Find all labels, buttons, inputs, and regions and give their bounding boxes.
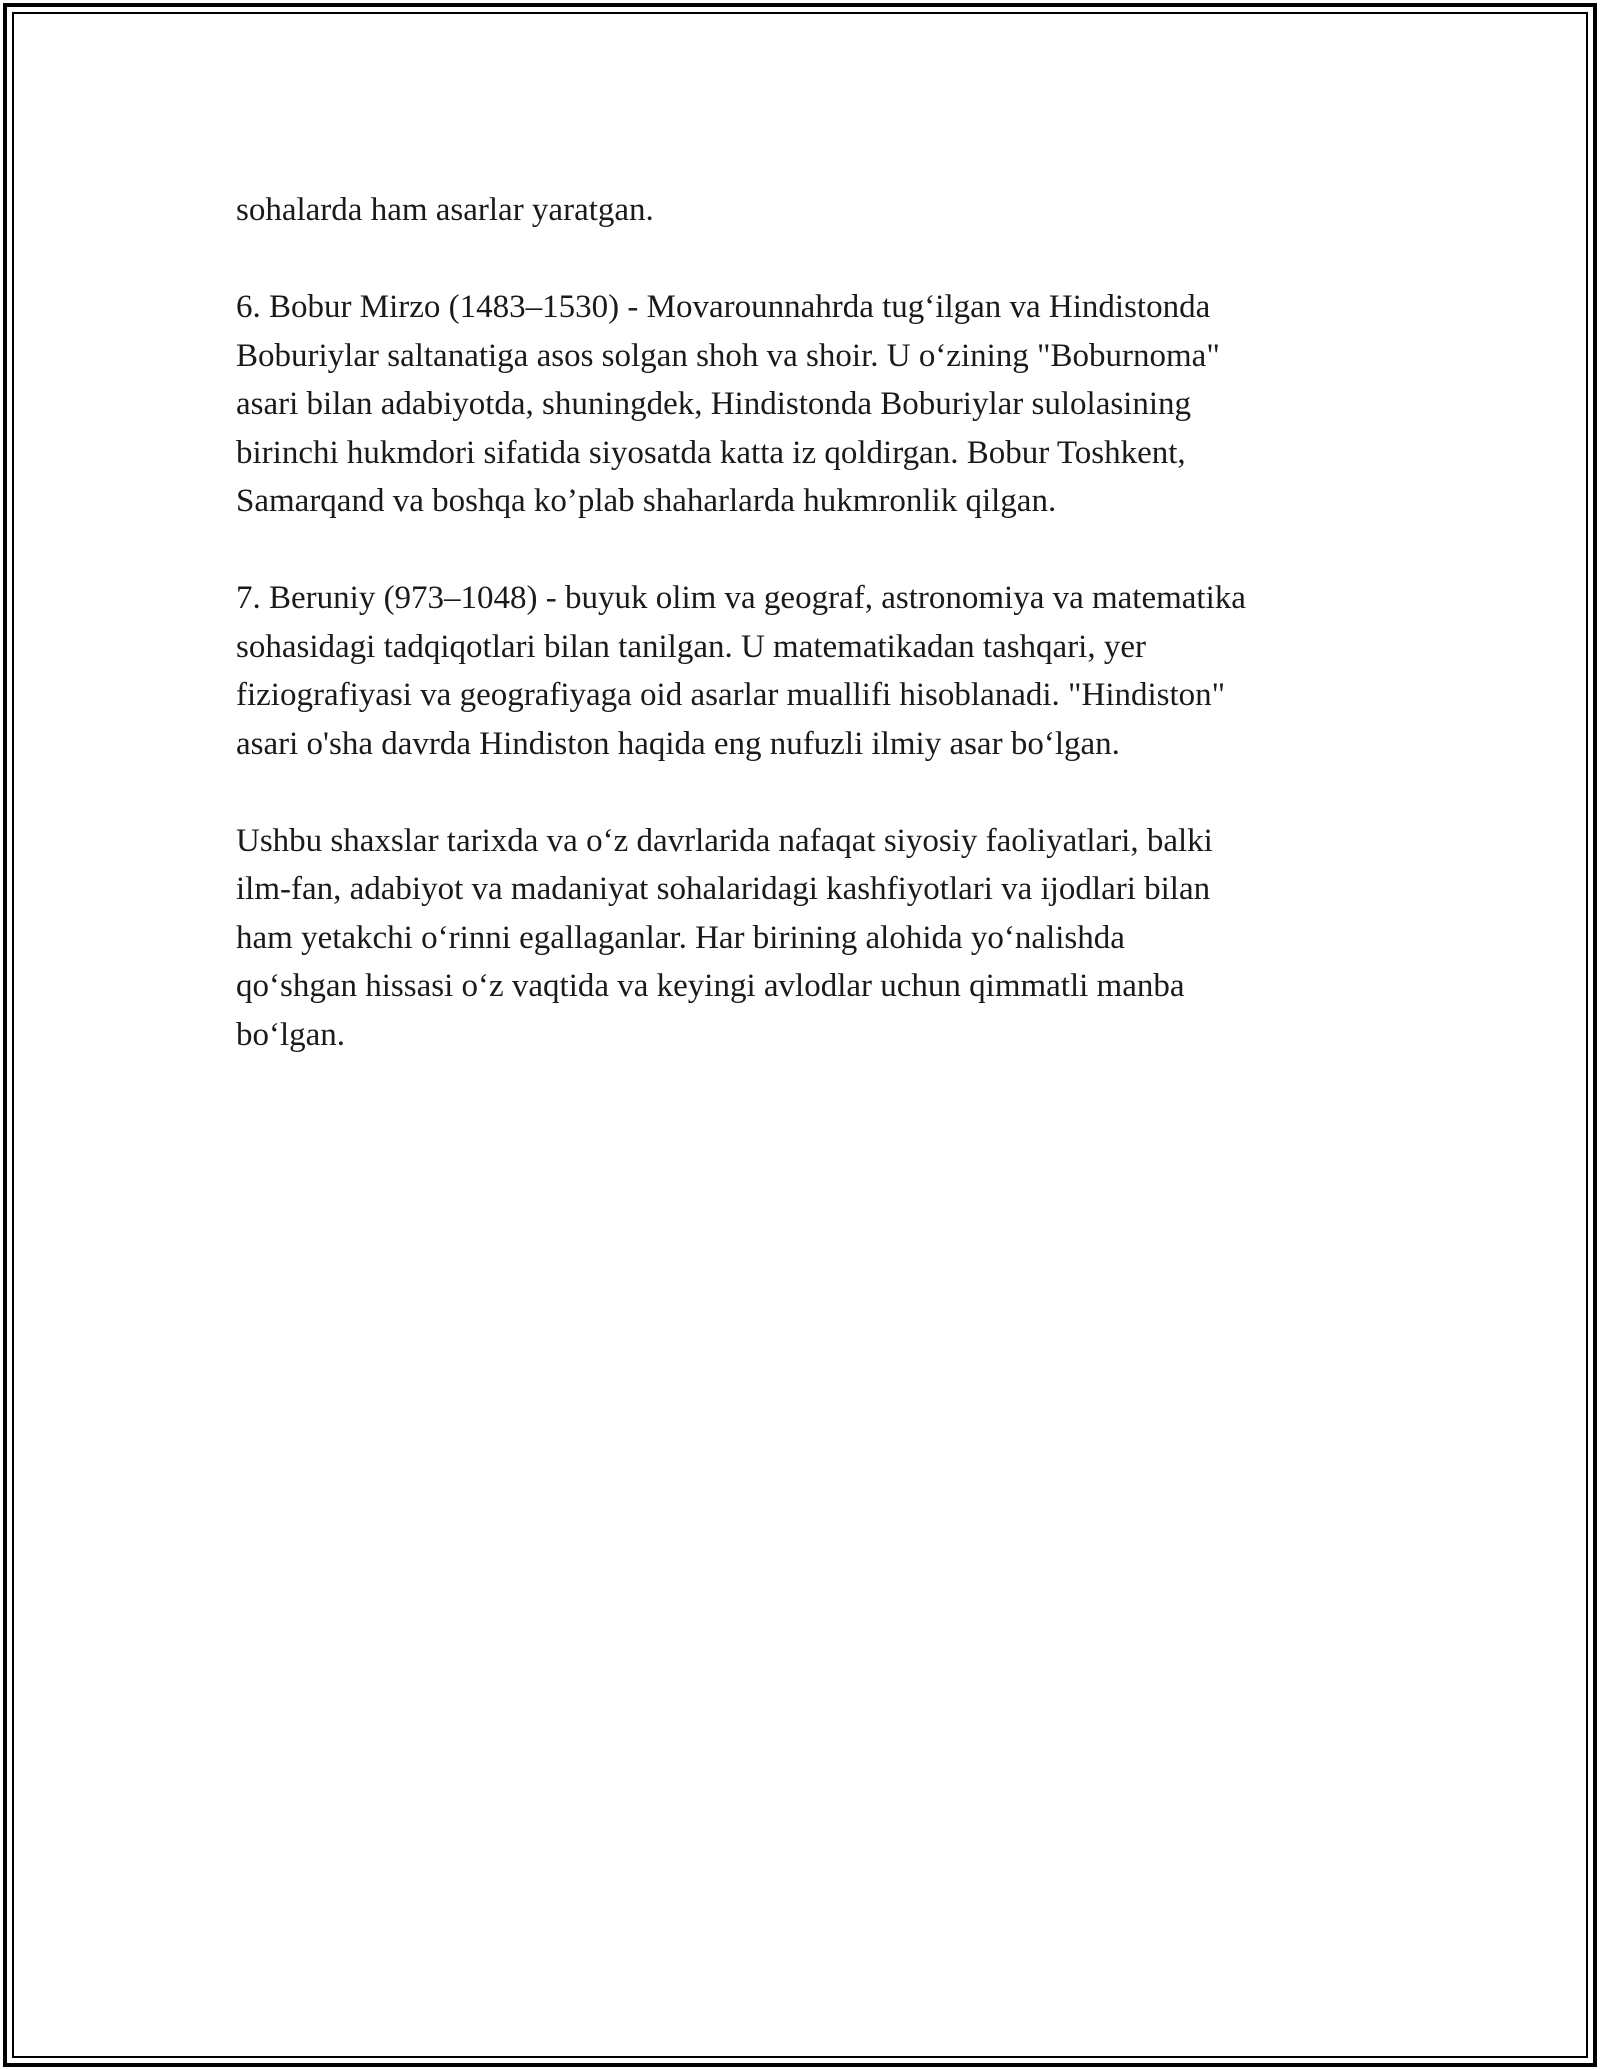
paragraph-beruniy	[236, 574, 1376, 768]
text-line: 6. Bobur Mirzo (1483–1530) - Movarounnahrda tug‘ilgan va Hindistonda	[236, 289, 1211, 325]
paragraph-conclusion	[236, 817, 1376, 1060]
paragraph-continuation	[236, 186, 1376, 235]
text-line: ham yetakchi o‘rinni egallaganlar. Har birining alohida yo‘nalishda	[236, 919, 1125, 956]
text-line: birinchi hukmdori sifatida siyosatda katta iz qoldirgan. Bobur Toshkent,	[236, 434, 1186, 471]
text-line: fiziografiyasi va geografiyaga oid asarlar muallifi hisoblanadi. "Hindiston"	[236, 677, 1226, 713]
text-line: 7. Beruniy (973–1048) - buyuk olim va geograf, astronomiya va matematika	[236, 580, 1246, 616]
text-line: bo‘lgan.	[236, 1016, 346, 1053]
text-line: Boburiylar saltanatiga asos solgan shoh va shoir. U o‘zining "Boburnoma"	[236, 337, 1220, 374]
text-line: sohasidagi tadqiqotlari bilan tanilgan. U matematikadan tashqari, yer	[236, 628, 1146, 665]
paragraph-bobur-mirzo	[236, 283, 1376, 526]
text-line: asari o'sha davrda Hindiston haqida eng nufuzli ilmiy asar bo‘lgan.	[236, 725, 1120, 762]
text-line: Samarqand va boshqa ko’plab shaharlarda hukmronlik qilgan.	[236, 483, 1057, 519]
text-line: asari bilan adabiyotda, shuningdek, Hindistonda Boburiylar sulolasining	[236, 386, 1192, 422]
document-body	[236, 186, 1376, 1108]
text-line: sohalarda ham asarlar yaratgan.	[236, 192, 654, 228]
text-line: ilm-fan, adabiyot va madaniyat sohalaridagi kashfiyotlari va ijodlari bilan	[236, 871, 1211, 907]
text-line: qo‘shgan hissasi o‘z vaqtida va keyingi avlodlar uchun qimmatli manba	[236, 968, 1185, 1004]
text-line: Ushbu shaxslar tarixda va o‘z davrlarida nafaqat siyosiy faoliyatlari, balki	[236, 822, 1213, 859]
